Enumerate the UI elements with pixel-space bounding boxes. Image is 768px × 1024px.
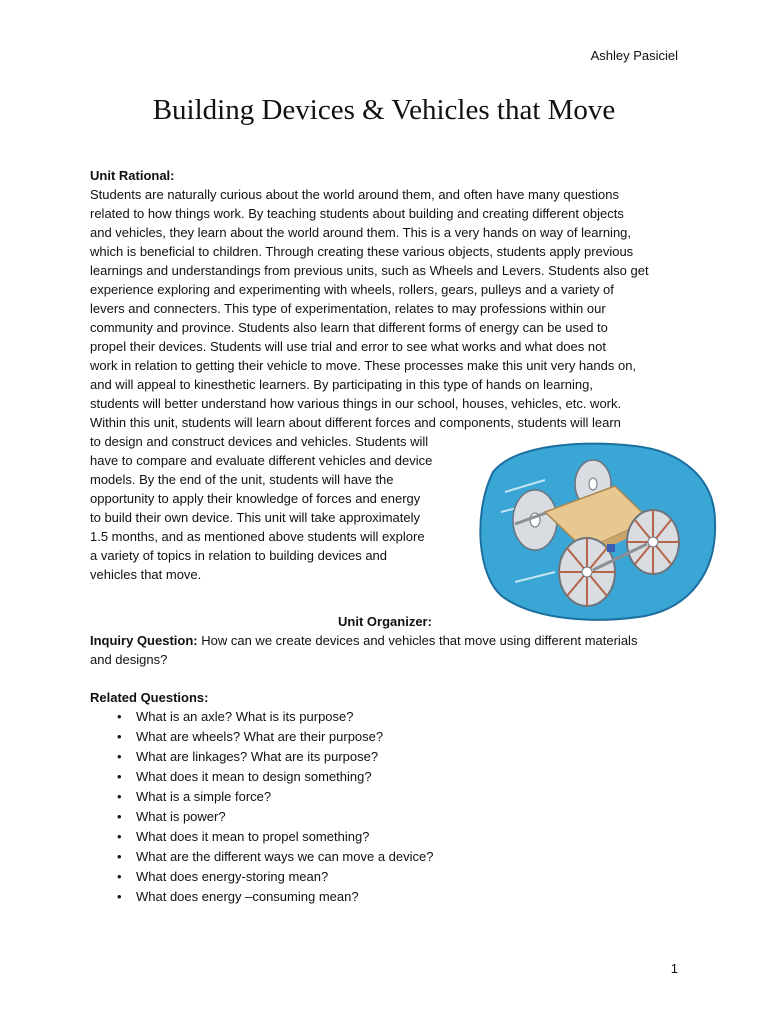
question-text: What does it mean to propel something?: [136, 829, 370, 844]
cd-wheel-vehicle-illustration: [475, 432, 720, 624]
rational-line: which is beneficial to children. Through creating these various objects, students apply previous: [90, 244, 634, 259]
rational-line: vehicles that move.: [90, 567, 202, 582]
list-item: [90, 727, 680, 747]
list-item: [90, 767, 680, 787]
battery-clip: [607, 544, 615, 552]
bullet-icon: •: [117, 769, 122, 784]
rational-line: related to how things work. By teaching students about building and creating different objects: [90, 206, 624, 221]
bullet-icon: •: [117, 789, 122, 804]
bullet-icon: •: [117, 849, 122, 864]
rational-line: Within this unit, students will learn about different forces and components, students will learn: [90, 415, 621, 430]
list-item: [90, 787, 680, 807]
list-item: [90, 827, 680, 847]
bullet-icon: •: [117, 709, 122, 724]
rational-line: have to compare and evaluate different vehicles and device: [90, 453, 433, 468]
bullet-icon: •: [117, 829, 122, 844]
rational-line: and vehicles, they learn about the world around them. This is a very hands on way of learning,: [90, 225, 632, 240]
inquiry-text-line1: How can we create devices and vehicles that move using different materials: [197, 633, 638, 648]
page-number: 1: [670, 961, 678, 976]
question-text: What are linkages? What are its purpose?: [136, 749, 379, 764]
vehicle-illustration-svg: [475, 432, 720, 624]
list-item: [90, 887, 680, 907]
list-item: [90, 707, 680, 727]
question-text: What is an axle? What is its purpose?: [136, 709, 354, 724]
list-item: [90, 867, 680, 887]
related-questions-heading: Related Questions:: [90, 690, 209, 705]
unit-rational-heading: Unit Rational:: [90, 168, 175, 183]
inquiry-label: Inquiry Question:: [90, 633, 198, 648]
rational-line: learnings and understandings from previous units, such as Wheels and Levers. Students also get: [90, 263, 649, 278]
bullet-icon: •: [117, 869, 122, 884]
question-text: What does energy –consuming mean?: [136, 889, 359, 904]
cd-wheel-back-left: [513, 490, 557, 550]
rational-line: levers and connecters. This type of experimentation, relates to may professions within our: [90, 301, 606, 316]
bullet-icon: •: [117, 889, 122, 904]
rational-line: a variety of topics in relation to building devices and: [90, 548, 388, 563]
question-text: What does energy-storing mean?: [136, 869, 329, 884]
related-questions-list: [90, 707, 680, 907]
spoked-wheel-front-right: [627, 510, 679, 574]
author-name: Ashley Pasiciel: [590, 48, 678, 63]
rational-line: community and province. Students also learn that different forms of energy can be used to: [90, 320, 608, 335]
question-text: What is power?: [136, 809, 226, 824]
bullet-icon: •: [117, 749, 122, 764]
rational-line: students will better understand how various things in our school, houses, vehicles, etc. work.: [90, 396, 622, 411]
bullet-icon: •: [117, 809, 122, 824]
question-text: What are wheels? What are their purpose?: [136, 729, 384, 744]
unit-organizer-heading: Unit Organizer:: [338, 614, 432, 629]
rational-line: work in relation to getting their vehicle to move. These processes make this unit very hands on,: [90, 358, 637, 373]
rational-line: models. By the end of the unit, students will have the: [90, 472, 394, 487]
rational-line: opportunity to apply their knowledge of forces and energy: [90, 491, 421, 506]
bullet-icon: •: [117, 729, 122, 744]
list-item: [90, 807, 680, 827]
page-title: Building Devices & Vehicles that Move: [152, 94, 616, 126]
inquiry-question: [90, 631, 680, 669]
rational-line: and will appeal to kinesthetic learners. By participating in this type of hands on learning,: [90, 377, 593, 392]
rational-line: to build their own device. This unit will take approximately: [90, 510, 420, 525]
list-item: [90, 747, 680, 767]
list-item: [90, 847, 680, 867]
rational-line: experience exploring and experimenting with wheels, rollers, gears, pulleys and a variety of: [90, 282, 614, 297]
rational-line: propel their devices. Students will use trial and error to see what works and what does not: [90, 339, 606, 354]
question-text: What does it mean to design something?: [136, 769, 372, 784]
spoked-wheel-front-left: [559, 538, 615, 606]
question-text: What is a simple force?: [136, 789, 272, 804]
rational-line: to design and construct devices and vehicles. Students will: [90, 434, 429, 449]
rational-line: 1.5 months, and as mentioned above students will explore: [90, 529, 425, 544]
inquiry-text-line2: and designs?: [90, 652, 168, 667]
question-text: What are the different ways we can move a device?: [136, 849, 434, 864]
rational-line: Students are naturally curious about the world around them, and often have many questions: [90, 187, 619, 202]
